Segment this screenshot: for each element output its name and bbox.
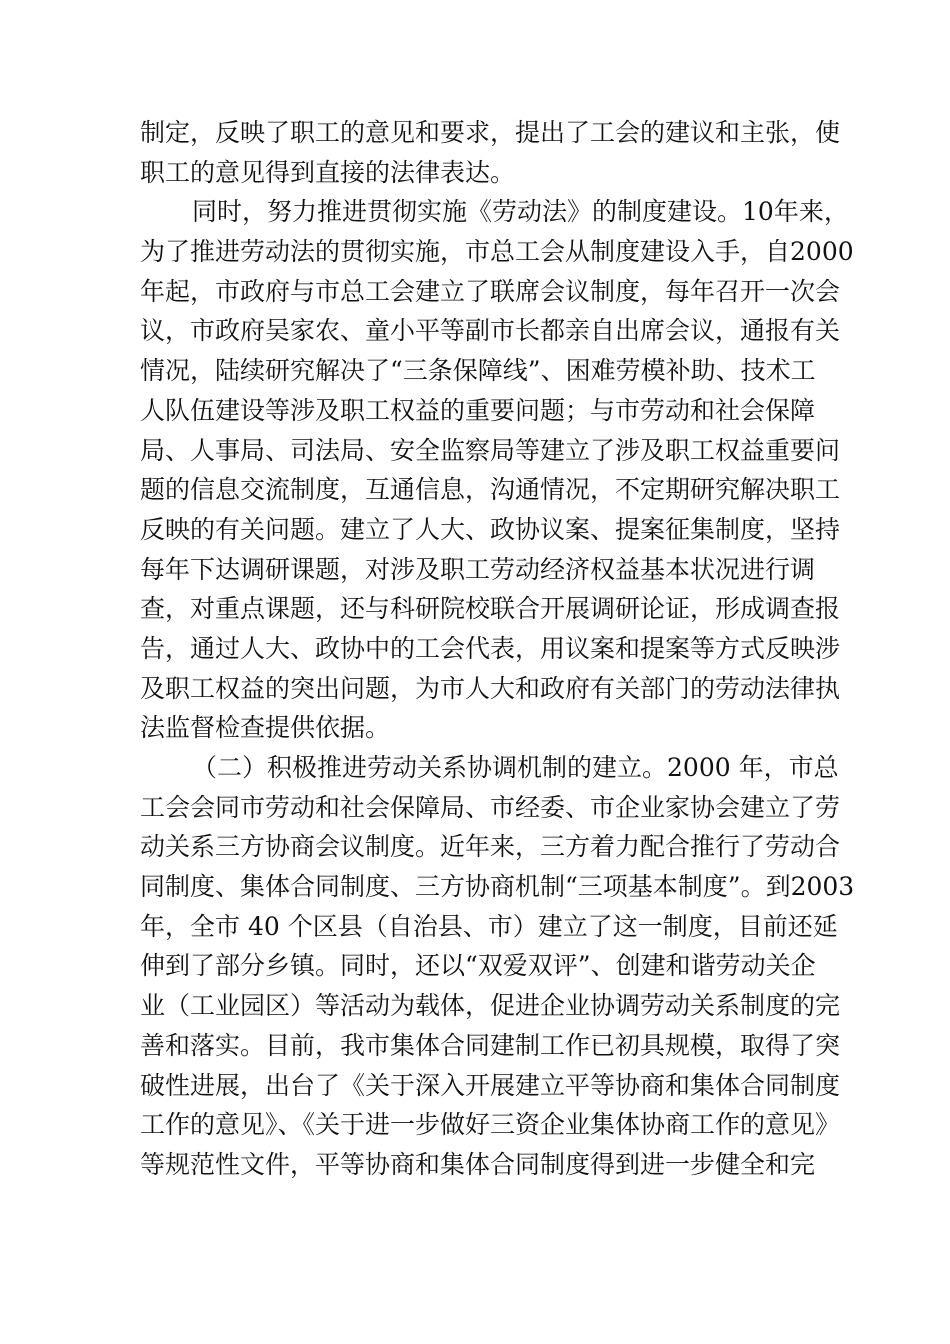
text-line: 善和落实。目前，我市集体合同建制工作已初具规模，取得了突 [140,1030,841,1060]
body-text [140,113,855,1185]
text-line: 局、人事局、司法局、安全监察局等建立了涉及职工权益重要问 [140,435,841,465]
text-line: 年，全市 40 个区县（自治县、市）建立了这一制度，目前还延 [140,911,838,941]
text-line: 反映的有关问题。建立了人大、政协议案、提案征集制度，坚持 [140,514,841,544]
text-line: 动关系三方协商会议制度。近年来，三方着力配合推行了劳动合 [140,832,841,862]
text-line: 议，市政府吴家农、童小平等副市长都亲自出席会议，通报有关 [140,316,841,346]
text-line: 工会会同市劳动和社会保障局、市经委、市企业家协会建立了劳 [140,792,841,822]
paragraph-start-line: 同时，努力推进贯彻实施《劳动法》的制度建设。10年来， [192,197,849,227]
text-line: 告，通过人大、政协中的工会代表，用议案和提案等方式反映涉 [140,633,841,663]
text-line: 为了推进劳动法的贯彻实施，市总工会从制度建设入手，自2000 [140,237,854,267]
text-line: 每年下达调研课题，对涉及职工劳动经济权益基本状况进行调 [140,554,816,584]
text-line: 查，对重点课题，还与科研院校联合开展调研论证，形成调查报 [140,594,841,624]
text-line: 法监督检查提供依据。 [140,713,391,743]
text-line: 制定，反映了职工的意见和要求，提出了工会的建议和主张，使 [140,118,841,147]
text-line: 工作的意见》、《关于进一步做好三资企业集体协商工作的意见》 [140,1110,841,1140]
text-line: 破性进展，出台了《关于深入开展建立平等协商和集体合同制度 [140,1070,841,1100]
text-line: 职工的意见得到直接的法律表达。 [140,157,516,187]
text-line: 及职工权益的突出问题，为市人大和政府有关部门的劳动法律执 [140,673,841,703]
text-line: 年起，市政府与市总工会建立了联席会议制度，每年召开一次会 [140,276,841,306]
paragraph-start-line: （二）积极推进劳动关系协调机制的建立。2000 年，市总 [192,753,839,782]
text-line: 情况，陆续研究解决了“三条保障线”、困难劳模补助、技术工 [140,356,816,386]
text-line: 等规范性文件，平等协商和集体合同制度得到进一步健全和完 [140,1149,816,1179]
text-line: 人队伍建设等涉及职工权益的重要问题；与市劳动和社会保障 [140,395,816,425]
text-line: 伸到了部分乡镇。同时，还以“双爱双评”、创建和谐劳动关企 [140,951,816,981]
text-line: 同制度、集体合同制度、三方协商机制“三项基本制度”。到2003 [140,872,855,902]
text-line: 题的信息交流制度，互通信息，沟通情况，不定期研究解决职工 [140,475,841,505]
text-line: 业（工业园区）等活动为载体，促进企业协调劳动关系制度的完 [140,991,841,1021]
